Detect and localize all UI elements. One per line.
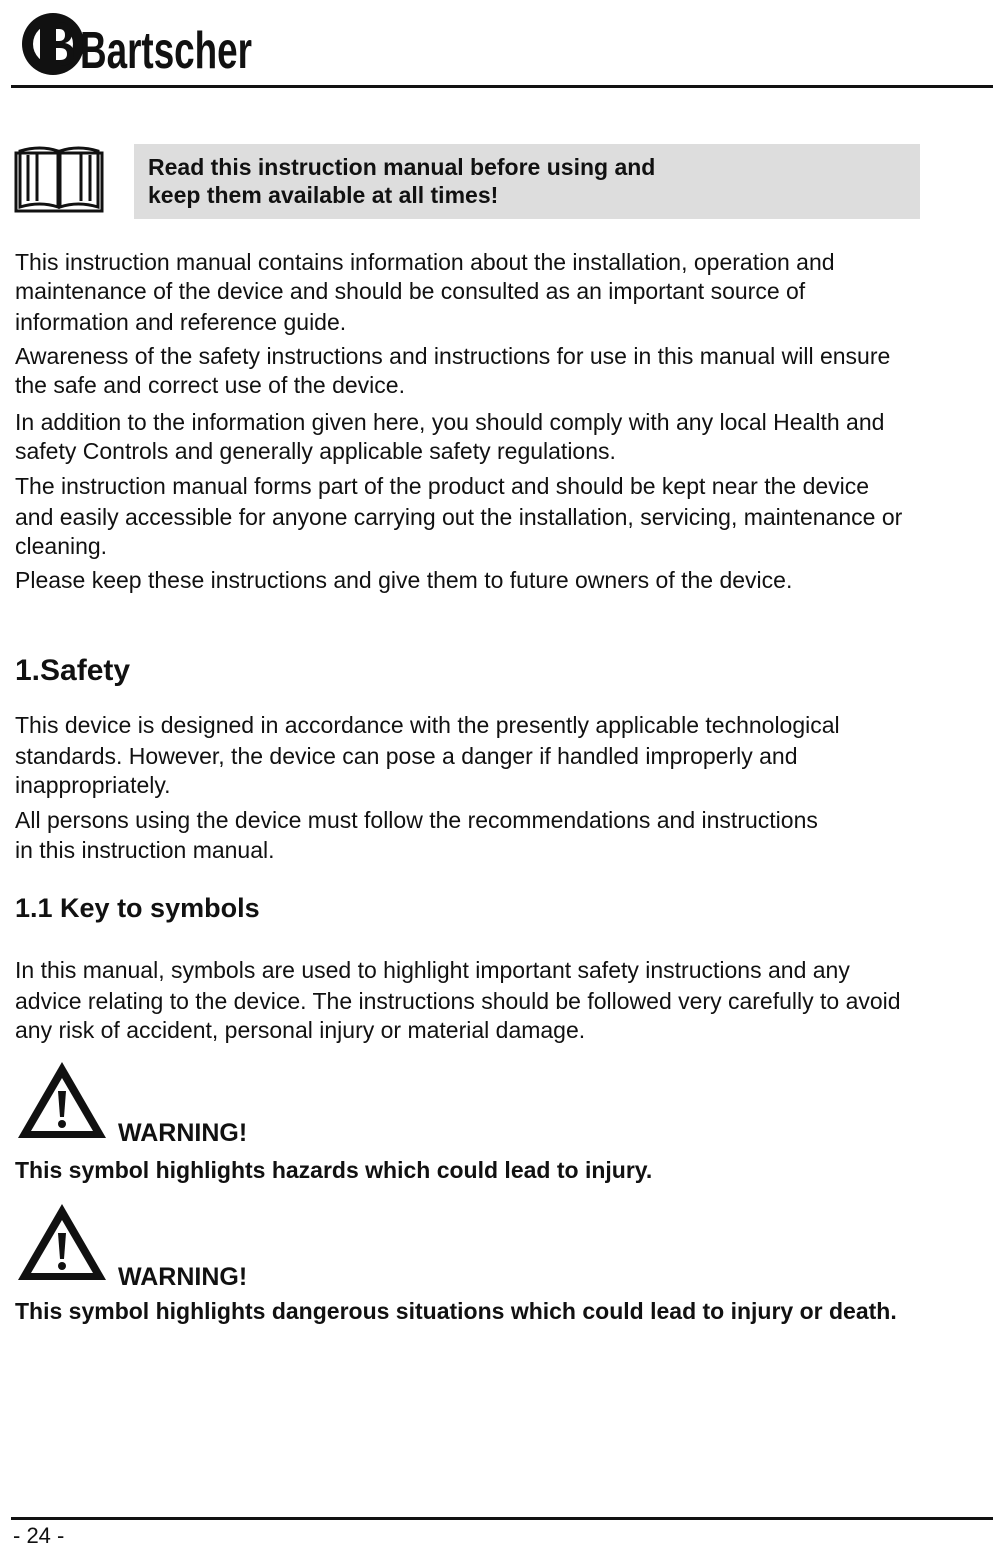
intro-paragraph-4: The instruction manual forms part of the product and should be kept near the device and easily accessible for anyone carrying out the installation, servicing, maintenance or cleaning.: [15, 473, 903, 559]
open-book-icon: [14, 143, 104, 215]
warning-title: WARNING!: [118, 1263, 248, 1291]
symbols-paragraph: In this manual, symbols are used to highlight important safety instructions and any advice relating to the device. The instructions should be followed very carefully to avoid any risk of accident, personal injury or material damage.: [15, 957, 901, 1043]
intro-paragraph-5: Please keep these instructions and give them to future owners of the device.: [15, 567, 793, 593]
warning-description: This symbol highlights dangerous situations which could lead to injury or death.: [15, 1298, 897, 1324]
warning-triangle-icon: [14, 1200, 110, 1286]
notice-line: Read this instruction manual before using and: [148, 154, 656, 180]
brand-wordmark: Bartscher: [80, 22, 252, 80]
warning-title: WARNING!: [118, 1119, 248, 1147]
header-rule: [11, 85, 993, 88]
page-number: - 24 -: [13, 1523, 65, 1548]
safety-paragraph-1: This device is designed in accordance with the presently applicable technological standards. However, the device can pose a danger if handled improperly and inappropriately.: [15, 712, 840, 798]
section-heading-key-to-symbols: 1.1 Key to symbols: [15, 893, 260, 923]
read-manual-notice: [134, 144, 920, 219]
safety-paragraph-2: All persons using the device must follow the recommendations and instructions in this instruction manual.: [15, 807, 818, 863]
notice-line: keep them available at all times!: [148, 182, 499, 208]
warning-description: This symbol highlights hazards which could lead to injury.: [15, 1157, 653, 1183]
intro-paragraph-3: In addition to the information given here, you should comply with any local Health and safety Controls and generally applicable safety regulations.: [15, 409, 885, 464]
footer-rule: [11, 1517, 993, 1520]
warning-triangle-icon: [14, 1058, 110, 1144]
intro-paragraph-1: This instruction manual contains information about the installation, operation and maintenance of the device and should be consulted as an important source of information and reference guide.: [15, 249, 835, 335]
bartscher-logo: [16, 8, 256, 80]
section-heading-safety: 1.Safety: [15, 654, 131, 687]
intro-paragraph-2: Awareness of the safety instructions and instructions for use in this manual will ensure the safe and correct use of the device.: [15, 343, 891, 398]
